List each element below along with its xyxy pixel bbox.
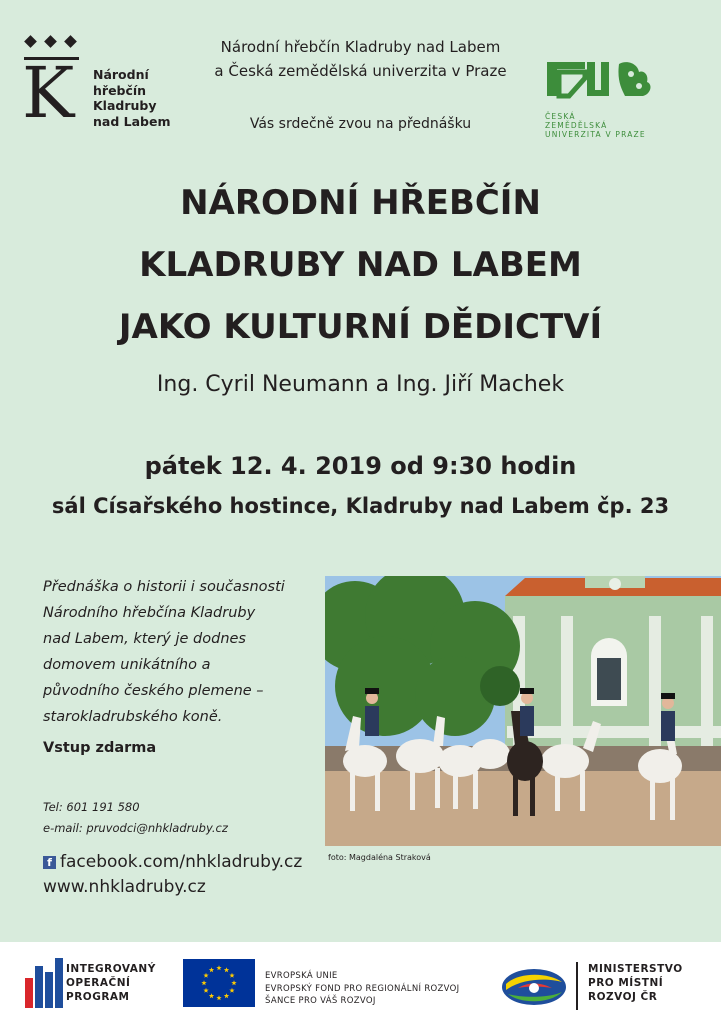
website-link[interactable]: www.nhkladruby.cz <box>43 877 206 897</box>
eu-text-line: EVROPSKÝ FOND PRO REGIONÁLNÍ ROZVOJ <box>265 983 460 994</box>
description-line: původního českého plemene – <box>43 683 264 699</box>
czu-text-line: UNIVERZITA V PRAZE <box>545 130 646 139</box>
czu-text-line: ZEMĚDĚLSKÁ <box>545 121 608 130</box>
event-date: pátek 12. 4. 2019 od 9:30 hodin <box>144 452 577 480</box>
facebook-url: facebook.com/nhkladruby.cz <box>60 852 303 872</box>
mmr-text-line: MINISTERSTVO <box>588 963 683 975</box>
phone: Tel: 601 191 580 <box>43 800 140 814</box>
logo-text-line: Kladruby <box>93 98 157 113</box>
iop-text-line: PROGRAM <box>66 991 130 1003</box>
description-line: Národního hřebčína Kladruby <box>43 605 256 621</box>
mmr-text-line: ROZVOJ ČR <box>588 991 658 1003</box>
logo-text-line: hřebčín <box>93 82 147 98</box>
eu-text-line: ŠANCE PRO VÁŠ ROZVOJ <box>265 996 376 1006</box>
iop-text-line: OPERAČNÍ <box>66 977 131 989</box>
description-line: Přednáška o historii i současnosti <box>43 579 285 595</box>
title-line: KLADRUBY NAD LABEM <box>139 245 582 285</box>
title-line: NÁRODNÍ HŘEBČÍN <box>180 183 541 223</box>
facebook-icon: f <box>43 856 56 869</box>
mmr-logo <box>500 966 568 1008</box>
eu-text-line: EVROPSKÁ UNIE <box>265 971 338 981</box>
czu-logo-text <box>545 112 646 139</box>
mmr-divider <box>576 962 578 1010</box>
contact-info <box>43 797 228 839</box>
logo-letter: K <box>22 52 75 134</box>
iop-logo <box>25 958 63 1008</box>
logo-text-line: Národní <box>93 67 149 82</box>
mmr-text <box>588 962 683 1004</box>
description-line: starokladrubského koně. <box>43 709 223 725</box>
logo-text-line: nad Labem <box>93 113 171 129</box>
lecture-description <box>43 574 328 730</box>
organizers-line-1: Národní hřebčín Kladruby nad Labem <box>220 38 501 56</box>
horses-photo <box>325 576 721 846</box>
title-line: JAKO KULTURNÍ DĚDICTVÍ <box>118 307 603 347</box>
organizers-line-2: a Česká zemědělská univerzita v Praze <box>214 62 507 80</box>
main-title <box>0 172 721 358</box>
photo-credit: foto: Magdaléna Straková <box>328 853 431 862</box>
eu-flag-icon <box>183 959 255 1007</box>
iop-text <box>66 962 156 1004</box>
event-venue: sál Císařského hostince, Kladruby nad Labem čp. 23 <box>51 494 670 518</box>
eu-text <box>265 970 459 1008</box>
czu-text-line: ČESKÁ <box>545 112 576 121</box>
facebook-link[interactable] <box>43 852 302 872</box>
mmr-text-line: PRO MÍSTNÍ <box>588 977 664 989</box>
email-link[interactable]: e-mail: pruvodci@nhkladruby.cz <box>43 821 228 835</box>
invitation-text: Vás srdečně zvou na přednášku <box>249 116 472 132</box>
description-line: domovem unikátního a <box>43 657 211 673</box>
iop-text-line: INTEGROVANÝ <box>66 963 156 975</box>
free-entry: Vstup zdarma <box>43 740 157 756</box>
description-line: nad Labem, který je dodnes <box>43 631 246 647</box>
speakers: Ing. Cyril Neumann a Ing. Jiří Machek <box>156 372 565 397</box>
